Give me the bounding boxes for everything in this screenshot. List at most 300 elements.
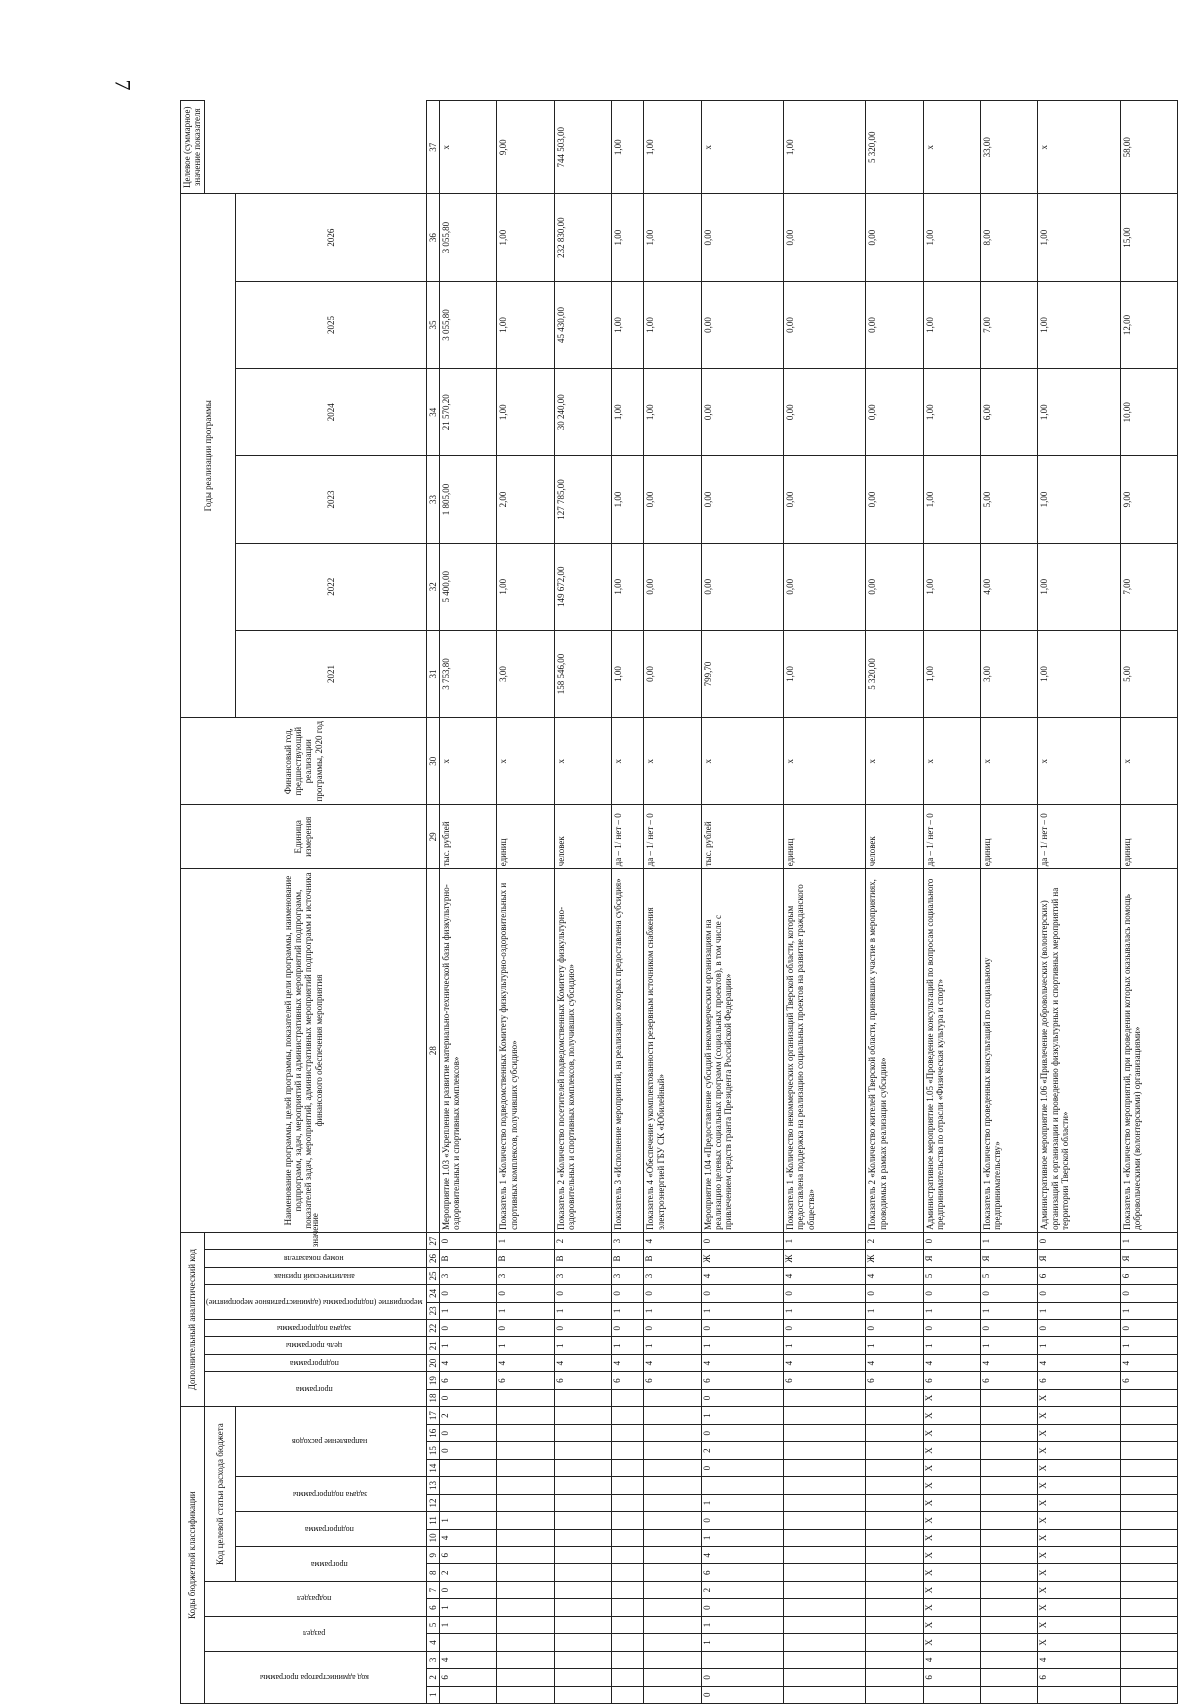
row-2026: 1,00: [497, 194, 554, 281]
column-number: 29: [426, 805, 439, 869]
code-cell: Х: [1038, 1616, 1120, 1633]
code-cell: [554, 1512, 611, 1529]
code-cell: [980, 1529, 1037, 1546]
code-cell: 1: [644, 1302, 701, 1319]
row-target: 5 320,00: [866, 101, 923, 194]
code-cell: [866, 1564, 923, 1581]
code-cell: [644, 1425, 701, 1442]
code-cell: [497, 1477, 554, 1494]
row-name: Мероприятие 1.03 «Укрепление и развитие материально-технической базы физкультурно-оздоровительных и спортивных комплексов»: [439, 869, 496, 1233]
column-number: 2: [426, 1669, 439, 1686]
column-number: 14: [426, 1459, 439, 1476]
code-cell: [644, 1564, 701, 1581]
row-2021: 799,70: [701, 630, 783, 717]
code-cell: 1: [923, 1302, 980, 1319]
code-cell: [554, 1459, 611, 1476]
header-name: Наименование программы, целей программы, показателей цели программы, наименование подпрограмм, задач, мероприятий и административных мероприятий подпрограмм, показателей задач, мероприятий, административных мероприятий подпрограмм и источника финансового обеспечения мероприятия: [181, 869, 427, 1233]
code-cell: 5: [980, 1267, 1037, 1284]
row-2021: 5,00: [1120, 630, 1177, 717]
row-2023: 1 805,00: [439, 456, 496, 543]
code-cell: 6: [439, 1372, 496, 1389]
column-number: 31: [426, 630, 439, 717]
code-cell: [497, 1407, 554, 1425]
row-2024: 1,00: [497, 369, 554, 456]
row-name: Показатель 4 «Обеспечение укомплектованности резервным источником снабжения электроэнергией ГБУ СК «Юбилейный»: [644, 869, 701, 1233]
code-cell: [866, 1529, 923, 1546]
table-row: [439, 101, 496, 1704]
code-cell: [497, 1616, 554, 1633]
code-cell: [1120, 1512, 1177, 1529]
code-cell: [497, 1459, 554, 1476]
code-cell: 6: [1120, 1267, 1177, 1284]
row-unit: да – 1/ нет – 0: [644, 805, 701, 869]
row-2024: 1,00: [611, 369, 643, 456]
header-program-part: задача подпрограммы: [236, 1477, 426, 1512]
header-year-y2025: 2025: [236, 281, 426, 368]
code-cell: [866, 1494, 923, 1511]
code-cell: [980, 1686, 1037, 1703]
code-cell: [611, 1407, 643, 1425]
row-2022: 1,00: [497, 543, 554, 630]
code-cell: 4: [1038, 1354, 1120, 1371]
code-cell: Х: [1038, 1389, 1120, 1406]
code-cell: 6: [701, 1564, 783, 1581]
row-2020: х: [923, 718, 980, 805]
code-cell: [554, 1389, 611, 1406]
row-unit: единиц: [1120, 805, 1177, 869]
column-number: 16: [426, 1425, 439, 1442]
code-cell: 0: [701, 1669, 783, 1686]
column-number: 24: [426, 1285, 439, 1302]
code-cell: 1: [980, 1302, 1037, 1319]
code-cell: [866, 1581, 923, 1598]
code-cell: 1: [783, 1337, 865, 1354]
column-number: 25: [426, 1267, 439, 1284]
header-year-y2021: 2021: [236, 630, 426, 717]
row-2024: 1,00: [644, 369, 701, 456]
row-2026: 1,00: [1038, 194, 1120, 281]
header-program2: программа: [204, 1372, 426, 1407]
code-cell: 6: [1038, 1669, 1120, 1686]
code-cell: [1120, 1425, 1177, 1442]
code-cell: Я: [1120, 1250, 1177, 1267]
row-2025: 0,00: [783, 281, 865, 368]
row-2025: 1,00: [644, 281, 701, 368]
code-cell: [1120, 1564, 1177, 1581]
code-cell: [980, 1389, 1037, 1406]
header-task: задача подпрограммы: [204, 1320, 426, 1337]
code-cell: [866, 1477, 923, 1494]
row-2022: 0,00: [866, 543, 923, 630]
code-cell: [497, 1599, 554, 1616]
code-cell: [497, 1686, 554, 1703]
code-cell: [644, 1459, 701, 1476]
row-target: 9,00: [497, 101, 554, 194]
column-number: 17: [426, 1407, 439, 1425]
code-cell: 0: [1120, 1320, 1177, 1337]
table-row: [923, 101, 980, 1704]
row-2024: 0,00: [866, 369, 923, 456]
code-cell: 3: [611, 1232, 643, 1249]
code-cell: [439, 1686, 496, 1703]
column-number: 13: [426, 1477, 439, 1494]
row-2024: 1,00: [923, 369, 980, 456]
code-cell: [611, 1669, 643, 1686]
code-cell: 0: [439, 1389, 496, 1406]
code-cell: Х: [923, 1459, 980, 1476]
code-cell: [980, 1512, 1037, 1529]
column-number: 33: [426, 456, 439, 543]
row-2024: 30 240,00: [554, 369, 611, 456]
column-number: 27: [426, 1232, 439, 1249]
code-cell: [866, 1634, 923, 1651]
code-cell: [554, 1494, 611, 1511]
column-number: 3: [426, 1651, 439, 1668]
code-cell: Ж: [866, 1250, 923, 1267]
code-cell: Х: [923, 1389, 980, 1406]
code-cell: [866, 1442, 923, 1459]
code-cell: 6: [701, 1372, 783, 1389]
code-cell: [554, 1599, 611, 1616]
header-program: программа: [236, 1547, 426, 1582]
row-unit: человек: [554, 805, 611, 869]
row-2023: 5,00: [980, 456, 1037, 543]
code-cell: 4: [866, 1354, 923, 1371]
code-cell: [980, 1442, 1037, 1459]
code-cell: 6: [866, 1372, 923, 1389]
code-cell: Х: [923, 1581, 980, 1598]
header-admin-code: код администратора программы: [204, 1651, 426, 1703]
code-cell: 1: [866, 1302, 923, 1319]
code-cell: [554, 1651, 611, 1668]
code-cell: 4: [439, 1354, 496, 1371]
code-cell: 3: [611, 1267, 643, 1284]
code-cell: [554, 1564, 611, 1581]
code-cell: [554, 1547, 611, 1564]
code-cell: [783, 1634, 865, 1651]
code-cell: [611, 1581, 643, 1598]
code-cell: 1: [554, 1302, 611, 1319]
code-cell: [554, 1669, 611, 1686]
code-cell: [1120, 1547, 1177, 1564]
row-2024: 0,00: [783, 369, 865, 456]
code-cell: 6: [923, 1669, 980, 1686]
program-table: [180, 100, 1178, 1704]
code-cell: [783, 1407, 865, 1425]
code-cell: [783, 1669, 865, 1686]
row-2022: 4,00: [980, 543, 1037, 630]
code-cell: [644, 1634, 701, 1651]
code-cell: Х: [1038, 1477, 1120, 1494]
code-cell: 0: [980, 1285, 1037, 1302]
code-cell: 2: [439, 1407, 496, 1425]
row-2021: 1,00: [1038, 630, 1120, 717]
code-cell: [497, 1669, 554, 1686]
code-cell: [980, 1407, 1037, 1425]
code-cell: [611, 1651, 643, 1668]
code-cell: [783, 1547, 865, 1564]
code-cell: 4: [1038, 1651, 1120, 1668]
code-cell: 1: [701, 1302, 783, 1319]
row-2025: 12,00: [1120, 281, 1177, 368]
code-cell: 6: [554, 1372, 611, 1389]
code-cell: Х: [1038, 1599, 1120, 1616]
code-cell: [644, 1407, 701, 1425]
row-2023: 1,00: [1038, 456, 1120, 543]
code-cell: [701, 1477, 783, 1494]
code-cell: [866, 1459, 923, 1476]
code-cell: [611, 1616, 643, 1633]
column-number: 20: [426, 1354, 439, 1371]
code-cell: 4: [701, 1547, 783, 1564]
column-number: 26: [426, 1250, 439, 1267]
code-cell: Х: [923, 1407, 980, 1425]
code-cell: Х: [923, 1442, 980, 1459]
code-cell: 0: [701, 1686, 783, 1703]
code-cell: 0: [701, 1459, 783, 1476]
code-cell: [980, 1669, 1037, 1686]
row-2025: 1,00: [923, 281, 980, 368]
code-cell: [783, 1651, 865, 1668]
code-cell: 1: [497, 1337, 554, 1354]
row-2026: 1,00: [644, 194, 701, 281]
row-target: х: [923, 101, 980, 194]
code-cell: 6: [980, 1372, 1037, 1389]
column-number: 37: [426, 101, 439, 194]
row-2020: х: [644, 718, 701, 805]
code-cell: [611, 1459, 643, 1476]
code-cell: [980, 1459, 1037, 1476]
code-cell: [644, 1442, 701, 1459]
code-cell: [1120, 1634, 1177, 1651]
code-cell: 5: [923, 1267, 980, 1284]
row-unit: да – 1/ нет – 0: [1038, 805, 1120, 869]
header-target: Целевое (суммарное) значение показателя: [181, 101, 205, 194]
code-cell: [497, 1512, 554, 1529]
code-cell: 6: [439, 1547, 496, 1564]
row-2024: 21 570,20: [439, 369, 496, 456]
header-year-y2022: 2022: [236, 543, 426, 630]
column-number: 34: [426, 369, 439, 456]
code-cell: 1: [701, 1407, 783, 1425]
code-cell: 4: [866, 1267, 923, 1284]
code-cell: 0: [783, 1285, 865, 1302]
code-cell: [866, 1669, 923, 1686]
code-cell: 4: [1120, 1354, 1177, 1371]
row-2020: х: [554, 718, 611, 805]
row-2025: 0,00: [866, 281, 923, 368]
row-2026: 0,00: [866, 194, 923, 281]
code-cell: [783, 1616, 865, 1633]
code-cell: 0: [1120, 1285, 1177, 1302]
row-name: Показатель 2 «Количество посетителей подведомственных Комитету физкультурно-оздоровительных и спортивных комплексов, получивших субсидию»: [554, 869, 611, 1233]
code-cell: Х: [923, 1547, 980, 1564]
code-cell: 1: [439, 1616, 496, 1633]
code-cell: 4: [439, 1651, 496, 1668]
row-2025: 1,00: [1038, 281, 1120, 368]
column-number: 19: [426, 1372, 439, 1389]
code-cell: 0: [701, 1512, 783, 1529]
header-analytic: аналитический признак: [204, 1267, 426, 1284]
code-cell: 3: [439, 1267, 496, 1284]
code-cell: 1: [1120, 1232, 1177, 1249]
code-cell: [644, 1651, 701, 1668]
code-cell: [783, 1477, 865, 1494]
code-cell: Ж: [701, 1250, 783, 1267]
code-cell: [783, 1425, 865, 1442]
code-cell: [611, 1634, 643, 1651]
row-2020: х: [497, 718, 554, 805]
row-2025: 45 430,00: [554, 281, 611, 368]
table-row: [554, 101, 611, 1704]
code-cell: [866, 1425, 923, 1442]
code-cell: [980, 1599, 1037, 1616]
code-cell: 0: [439, 1425, 496, 1442]
code-cell: [554, 1529, 611, 1546]
code-cell: [611, 1477, 643, 1494]
code-cell: 0: [701, 1599, 783, 1616]
code-cell: 1: [611, 1302, 643, 1319]
header-years: Годы реализации программы: [181, 194, 236, 718]
code-cell: 2: [701, 1442, 783, 1459]
code-cell: Х: [1038, 1494, 1120, 1511]
code-cell: [439, 1494, 496, 1511]
code-cell: [1038, 1686, 1120, 1703]
row-2021: 3 753,80: [439, 630, 496, 717]
code-cell: [980, 1477, 1037, 1494]
header-subprogram: подпрограмма: [236, 1512, 426, 1547]
code-cell: [1120, 1459, 1177, 1476]
code-cell: [1120, 1442, 1177, 1459]
code-cell: Х: [1038, 1581, 1120, 1598]
row-2023: 1,00: [611, 456, 643, 543]
header-budget-codes: Коды бюджетной классификации: [181, 1407, 205, 1704]
row-target: 1,00: [611, 101, 643, 194]
code-cell: 1: [497, 1232, 554, 1249]
code-cell: [866, 1651, 923, 1668]
code-cell: 1: [644, 1337, 701, 1354]
column-number: 22: [426, 1320, 439, 1337]
code-cell: 1: [1038, 1302, 1120, 1319]
code-cell: [644, 1547, 701, 1564]
code-cell: 0: [439, 1581, 496, 1598]
code-cell: [783, 1512, 865, 1529]
code-cell: 4: [923, 1354, 980, 1371]
row-2023: 2,00: [497, 456, 554, 543]
row-2023: 0,00: [701, 456, 783, 543]
row-target: 58,00: [1120, 101, 1177, 194]
code-cell: 4: [644, 1232, 701, 1249]
code-cell: 0: [1038, 1285, 1120, 1302]
code-cell: [497, 1442, 554, 1459]
code-cell: [644, 1616, 701, 1633]
page-number: 7: [110, 79, 136, 91]
code-cell: 1: [1038, 1337, 1120, 1354]
code-cell: Х: [1038, 1512, 1120, 1529]
code-cell: [1120, 1669, 1177, 1686]
code-cell: [980, 1547, 1037, 1564]
code-cell: [980, 1494, 1037, 1511]
code-cell: [497, 1581, 554, 1598]
code-cell: 0: [923, 1232, 980, 1249]
code-cell: [980, 1616, 1037, 1633]
row-2023: 0,00: [783, 456, 865, 543]
code-cell: 2: [866, 1232, 923, 1249]
code-cell: 0: [701, 1389, 783, 1406]
code-cell: В: [497, 1250, 554, 1267]
row-name: Показатель 1 «Количество проведенных консультаций по социальному предпринимательству»: [980, 869, 1037, 1233]
code-cell: Ж: [783, 1250, 865, 1267]
code-cell: 2: [554, 1232, 611, 1249]
table-row: [866, 101, 923, 1704]
code-cell: 0: [866, 1320, 923, 1337]
code-cell: [644, 1477, 701, 1494]
row-2026: 8,00: [980, 194, 1037, 281]
code-cell: 0: [783, 1320, 865, 1337]
code-cell: [497, 1634, 554, 1651]
code-cell: Х: [1038, 1442, 1120, 1459]
column-number: 36: [426, 194, 439, 281]
code-cell: 6: [497, 1372, 554, 1389]
table-row: [611, 101, 643, 1704]
landscape-table-wrapper: [180, 100, 1142, 1704]
code-cell: 1: [783, 1232, 865, 1249]
row-2025: 3 055,80: [439, 281, 496, 368]
row-2025: 7,00: [980, 281, 1037, 368]
code-cell: 1: [980, 1232, 1037, 1249]
code-cell: 6: [1038, 1267, 1120, 1284]
code-cell: [866, 1686, 923, 1703]
code-cell: 2: [439, 1564, 496, 1581]
code-cell: 6: [644, 1372, 701, 1389]
row-2022: 149 672,00: [554, 543, 611, 630]
code-cell: 0: [701, 1425, 783, 1442]
column-number: 4: [426, 1634, 439, 1651]
code-cell: Х: [923, 1634, 980, 1651]
code-cell: 0: [611, 1285, 643, 1302]
code-cell: Х: [923, 1529, 980, 1546]
row-2021: 3,00: [980, 630, 1037, 717]
code-cell: [554, 1442, 611, 1459]
code-cell: 0: [701, 1232, 783, 1249]
code-cell: Х: [923, 1425, 980, 1442]
code-cell: 3: [554, 1267, 611, 1284]
code-cell: Х: [923, 1616, 980, 1633]
code-cell: [497, 1494, 554, 1511]
row-2021: 1,00: [611, 630, 643, 717]
row-unit: тыс. рублей: [701, 805, 783, 869]
table-row: [980, 101, 1037, 1704]
code-cell: 0: [439, 1285, 496, 1302]
row-2020: х: [1120, 718, 1177, 805]
code-cell: 6: [923, 1372, 980, 1389]
table-row: [497, 101, 554, 1704]
code-cell: 6: [1038, 1372, 1120, 1389]
row-unit: тыс. рублей: [439, 805, 496, 869]
row-2021: 158 546,00: [554, 630, 611, 717]
code-cell: 0: [644, 1320, 701, 1337]
table-row: [1038, 101, 1120, 1704]
header-subsection: подраздел: [204, 1581, 426, 1616]
code-cell: 1: [783, 1302, 865, 1319]
code-cell: 1: [439, 1337, 496, 1354]
row-unit: единиц: [497, 805, 554, 869]
column-number: 9: [426, 1547, 439, 1564]
code-cell: 1: [497, 1302, 554, 1319]
code-cell: 4: [701, 1354, 783, 1371]
row-2023: 0,00: [644, 456, 701, 543]
code-cell: [611, 1529, 643, 1546]
